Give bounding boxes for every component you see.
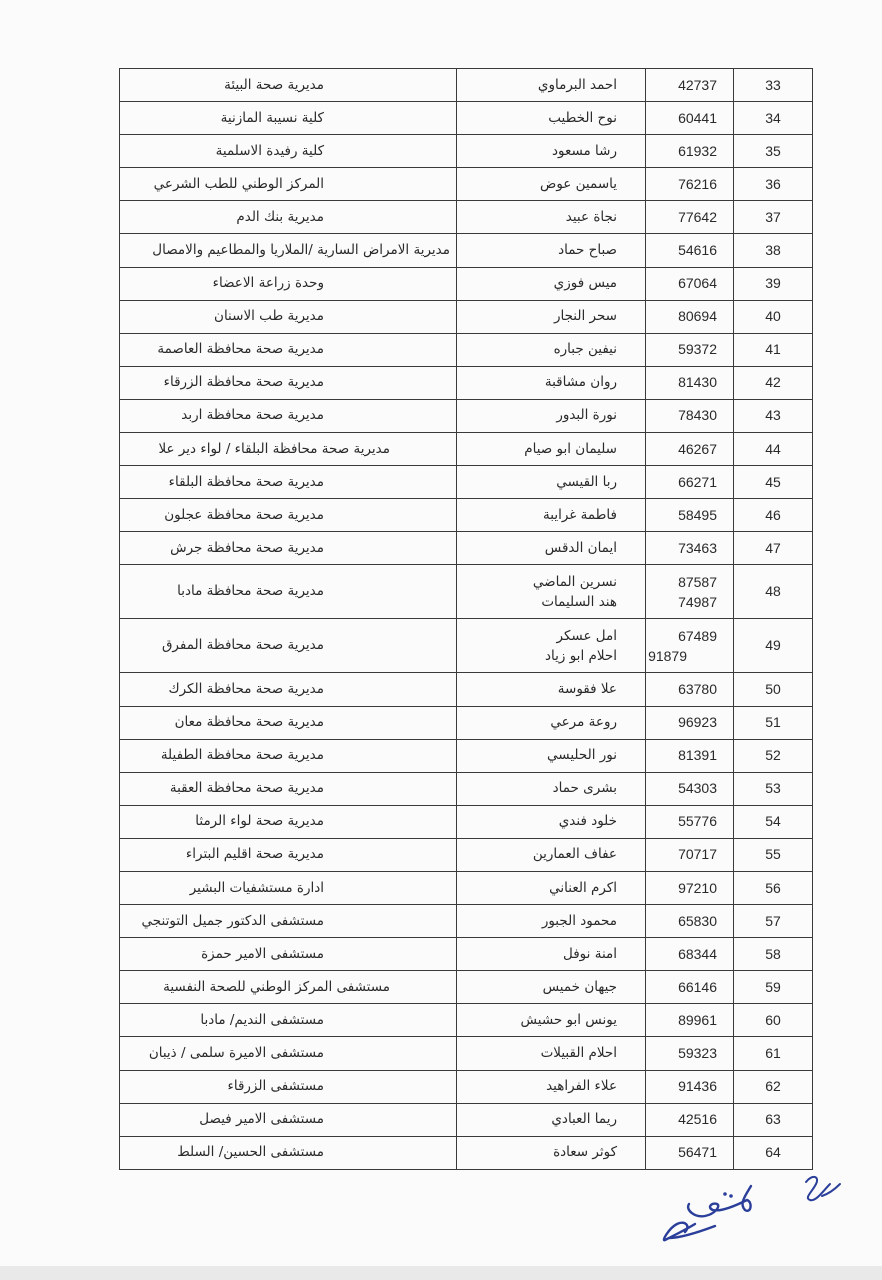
department: مديرية صحة لواء الرمثا (120, 805, 457, 838)
employee-id: 77642 (646, 201, 734, 234)
employee-name: اكرم العناني (457, 871, 646, 904)
table-row (120, 805, 813, 838)
table-row (120, 971, 813, 1004)
department: مديرية صحة محافظة الطفيلة (120, 739, 457, 772)
department: مديرية صحة البيئة (120, 69, 457, 102)
employee-id: 91436 (646, 1070, 734, 1103)
department: مستشفى الزرقاء (120, 1070, 457, 1103)
row-number: 56 (734, 871, 813, 904)
employee-id: 78430 (646, 399, 734, 432)
employee-id: 42737 (646, 69, 734, 102)
employee-name: احمد البرماوي (457, 69, 646, 102)
department: مستشفى الامير فيصل (120, 1103, 457, 1136)
row-number: 62 (734, 1070, 813, 1103)
table-row (120, 267, 813, 300)
row-number: 57 (734, 905, 813, 938)
table-row (120, 168, 813, 201)
department: وحدة زراعة الاعضاء (120, 267, 457, 300)
employee-name (457, 619, 646, 673)
department: مستشفى الامير حمزة (120, 938, 457, 971)
employee-name: فاطمة غرايبة (457, 499, 646, 532)
table-row (120, 838, 813, 871)
employee-id: 81391 (646, 739, 734, 772)
employee-name: كوثر سعادة (457, 1136, 646, 1169)
employee-name: صباح حماد (457, 234, 646, 267)
employee-table (119, 68, 813, 1170)
table-row (120, 201, 813, 234)
table-row (120, 1136, 813, 1169)
employee-id: 56471 (646, 1136, 734, 1169)
employee-name: نيفين جباره (457, 333, 646, 366)
employee-name: احلام القبيلات (457, 1037, 646, 1070)
row-number: 40 (734, 300, 813, 333)
table-row (120, 69, 813, 102)
employee-id: 81430 (646, 366, 734, 399)
row-number: 52 (734, 739, 813, 772)
employee-name: بشرى حماد (457, 772, 646, 805)
table-row (120, 399, 813, 432)
table-row (120, 905, 813, 938)
employee-name: رشا مسعود (457, 135, 646, 168)
table-row (120, 739, 813, 772)
employee-name: عفاف العمارين (457, 838, 646, 871)
table-row (120, 433, 813, 466)
employee-name: نورة البدور (457, 399, 646, 432)
employee-id: 60441 (646, 102, 734, 135)
employee-id: 63780 (646, 673, 734, 706)
employee-id: 59372 (646, 333, 734, 366)
employee-id: 46267 (646, 433, 734, 466)
row-number: 33 (734, 69, 813, 102)
row-number: 61 (734, 1037, 813, 1070)
department: كلية رفيدة الاسلمية (120, 135, 457, 168)
employee-id: 67064 (646, 267, 734, 300)
employee-name: روان مشاقبة (457, 366, 646, 399)
row-number: 63 (734, 1103, 813, 1136)
employee-name-2: هند السليمات (541, 593, 617, 610)
department: المركز الوطني للطب الشرعي (120, 168, 457, 201)
department: كلية نسيبة المازنية (120, 102, 457, 135)
row-number: 43 (734, 399, 813, 432)
row-number: 35 (734, 135, 813, 168)
table-row (120, 1070, 813, 1103)
department: مديرية صحة اقليم البتراء (120, 838, 457, 871)
department: مستشفى النديم/ مادبا (120, 1004, 457, 1037)
row-number: 42 (734, 366, 813, 399)
row-number: 46 (734, 499, 813, 532)
employee-name: ريما العبادي (457, 1103, 646, 1136)
employee-id: 55776 (646, 805, 734, 838)
signature-mark-2 (655, 1180, 765, 1250)
employee-name-1: امل عسكر (556, 627, 617, 644)
employee-name: خلود فندي (457, 805, 646, 838)
employee-id: 66146 (646, 971, 734, 1004)
department: مديرية طب الاسنان (120, 300, 457, 333)
employee-id: 66271 (646, 466, 734, 499)
row-number: 37 (734, 201, 813, 234)
table-row (120, 300, 813, 333)
employee-id: 73463 (646, 532, 734, 565)
employee-name: ياسمين عوض (457, 168, 646, 201)
employee-id: 96923 (646, 706, 734, 739)
table-row (120, 234, 813, 267)
employee-name: سليمان ابو صيام (457, 433, 646, 466)
employee-id-2: 74987 (678, 593, 717, 610)
employee-id: 65830 (646, 905, 734, 938)
employee-name: سحر النجار (457, 300, 646, 333)
table-row (120, 706, 813, 739)
table-row (120, 938, 813, 971)
employee-id: 89961 (646, 1004, 734, 1037)
row-number: 45 (734, 466, 813, 499)
employee-name (457, 565, 646, 619)
department: مستشفى الحسين/ السلط (120, 1136, 457, 1169)
table-row (120, 772, 813, 805)
department: مستشفى الدكتور جميل التوتنجي (120, 905, 457, 938)
row-number: 47 (734, 532, 813, 565)
department: مديرية صحة محافظة المفرق (120, 619, 457, 673)
employee-name: ربا القيسي (457, 466, 646, 499)
employee-name: نوح الخطيب (457, 102, 646, 135)
department: مديرية صحة محافظة معان (120, 706, 457, 739)
department: مديرية صحة محافظة عجلون (120, 499, 457, 532)
employee-name: ميس فوزي (457, 267, 646, 300)
department: مديرية صحة محافظة الزرقاء (120, 366, 457, 399)
employee-id: 70717 (646, 838, 734, 871)
employee-name-1: نسرين الماضي (532, 573, 617, 590)
row-number: 53 (734, 772, 813, 805)
employee-id (646, 619, 734, 673)
employee-id: 97210 (646, 871, 734, 904)
row-number: 49 (734, 619, 813, 673)
table-row (120, 619, 813, 673)
table-row (120, 499, 813, 532)
employee-id: 54303 (646, 772, 734, 805)
employee-name: علا فقوسة (457, 673, 646, 706)
employee-id-1: 87587 (678, 573, 717, 590)
table-row (120, 565, 813, 619)
employee-name: ايمان الدقس (457, 532, 646, 565)
employee-id-2: 91879 (648, 647, 687, 664)
table-row (120, 871, 813, 904)
department: ادارة مستشفيات البشير (120, 871, 457, 904)
table-row (120, 135, 813, 168)
row-number: 59 (734, 971, 813, 1004)
row-number: 60 (734, 1004, 813, 1037)
employee-id: 59323 (646, 1037, 734, 1070)
department: مديرية صحة محافظة العقبة (120, 772, 457, 805)
department: مستشفى المركز الوطني للصحة النفسية (120, 971, 457, 1004)
employee-name: امنة نوفل (457, 938, 646, 971)
employee-name: يونس ابو حشيش (457, 1004, 646, 1037)
table-row (120, 1004, 813, 1037)
department: مديرية صحة محافظة البلقاء / لواء دير علا (120, 433, 457, 466)
employee-id: 80694 (646, 300, 734, 333)
table-row (120, 1103, 813, 1136)
employee-id-1: 67489 (678, 627, 717, 644)
table-row (120, 532, 813, 565)
employee-name-2: احلام ابو زياد (545, 647, 617, 664)
row-number: 54 (734, 805, 813, 838)
table-row (120, 466, 813, 499)
row-number: 44 (734, 433, 813, 466)
row-number: 48 (734, 565, 813, 619)
employee-name: محمود الجبور (457, 905, 646, 938)
signature-mark-1 (800, 1170, 846, 1210)
row-number: 39 (734, 267, 813, 300)
table-row (120, 366, 813, 399)
employee-id: 76216 (646, 168, 734, 201)
employee-id: 42516 (646, 1103, 734, 1136)
department: مديرية صحة محافظة اربد (120, 399, 457, 432)
department: مستشفى الاميرة سلمى / ذيبان (120, 1037, 457, 1070)
department: مديرية صحة محافظة مادبا (120, 565, 457, 619)
table-row (120, 333, 813, 366)
row-number: 58 (734, 938, 813, 971)
table-row (120, 673, 813, 706)
row-number: 55 (734, 838, 813, 871)
employee-name: جيهان خميس (457, 971, 646, 1004)
department: مديرية صحة محافظة الكرك (120, 673, 457, 706)
employee-id: 68344 (646, 938, 734, 971)
employee-id: 58495 (646, 499, 734, 532)
department: مديرية الامراض السارية /الملاريا والمطاعيم والامصال (120, 234, 457, 267)
row-number: 51 (734, 706, 813, 739)
department: مديرية صحة محافظة العاصمة (120, 333, 457, 366)
row-number: 36 (734, 168, 813, 201)
table-row (120, 102, 813, 135)
employee-id (646, 565, 734, 619)
employee-name: نور الحليسي (457, 739, 646, 772)
row-number: 38 (734, 234, 813, 267)
row-number: 41 (734, 333, 813, 366)
employee-id: 54616 (646, 234, 734, 267)
row-number: 34 (734, 102, 813, 135)
row-number: 64 (734, 1136, 813, 1169)
employee-name: روعة مرعي (457, 706, 646, 739)
employee-id: 61932 (646, 135, 734, 168)
employee-name: نجاة عبيد (457, 201, 646, 234)
department: مديرية صحة محافظة جرش (120, 532, 457, 565)
department: مديرية صحة محافظة البلقاء (120, 466, 457, 499)
employee-name: علاء الفراهيد (457, 1070, 646, 1103)
table-row (120, 1037, 813, 1070)
row-number: 50 (734, 673, 813, 706)
department: مديرية بنك الدم (120, 201, 457, 234)
table-body (120, 69, 813, 1170)
